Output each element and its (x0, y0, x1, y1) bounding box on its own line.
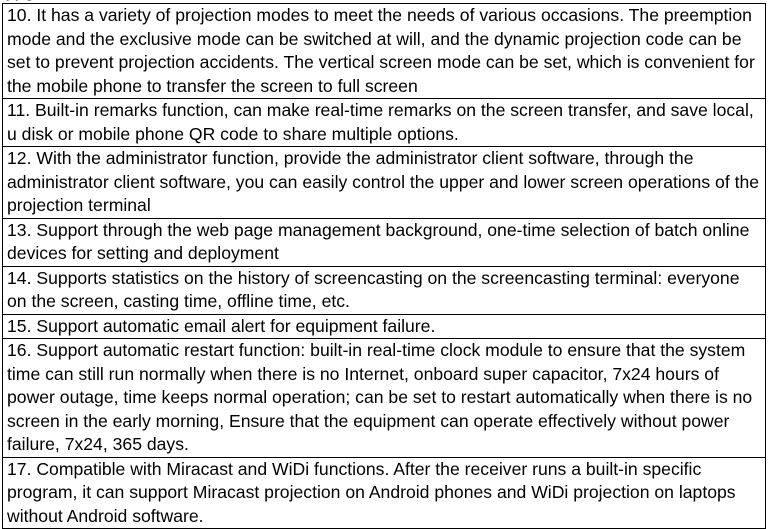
feature-cell-17: 17. Compatible with Miracast and WiDi functions. After the receiver runs a built-in specific program, it can support Miracast projection on Android phones and WiDi projection on laptops without Android software. (3, 457, 766, 529)
feature-cell-13: 13. Support through the web page management background, one-time selection of batch online devices for setting and deployment (3, 218, 766, 266)
table-row (3, 99, 766, 147)
table-row (3, 218, 766, 266)
feature-cell-15: 15. Support automatic email alert for equipment failure. (3, 314, 766, 339)
feature-cell-11: 11. Built-in remarks function, can make real-time remarks on the screen transfer, and save local, u disk or mobile phone QR code to share multiple options. (3, 99, 766, 147)
feature-cell-16: 16. Support automatic restart function: built-in real-time clock module to ensure that the system time can still run normally when there is no Internet, onboard super capacitor, 7x24 hours of power outage, time keeps normal operation; can be set to restart automatically when there is no screen in the early morning, Ensure that the equipment can operate effectively without power failure, 7x24, 365 days. (3, 339, 766, 458)
feature-table (2, 3, 766, 529)
feature-cell-10: 10. It has a variety of projection modes to meet the needs of various occasions. The preemption mode and the exclusive mode can be switched at will, and the dynamic projection code can be set to prevent projection accidents. The vertical screen mode can be set, which is convenient for the mobile phone to transfer the screen to full screen (3, 4, 766, 99)
table-row (3, 314, 766, 339)
feature-cell-12: 12. With the administrator function, provide the administrator client software, through the administrator client software, you can easily control the upper and lower screen operations of the projection terminal (3, 147, 766, 219)
table-row (3, 147, 766, 219)
table-row (3, 457, 766, 529)
table-row (3, 4, 766, 99)
table-row (3, 266, 766, 314)
table-row (3, 339, 766, 458)
feature-cell-14: 14. Supports statistics on the history of screencasting on the screencasting terminal: everyone on the screen, casting time, offline time, etc. (3, 266, 766, 314)
